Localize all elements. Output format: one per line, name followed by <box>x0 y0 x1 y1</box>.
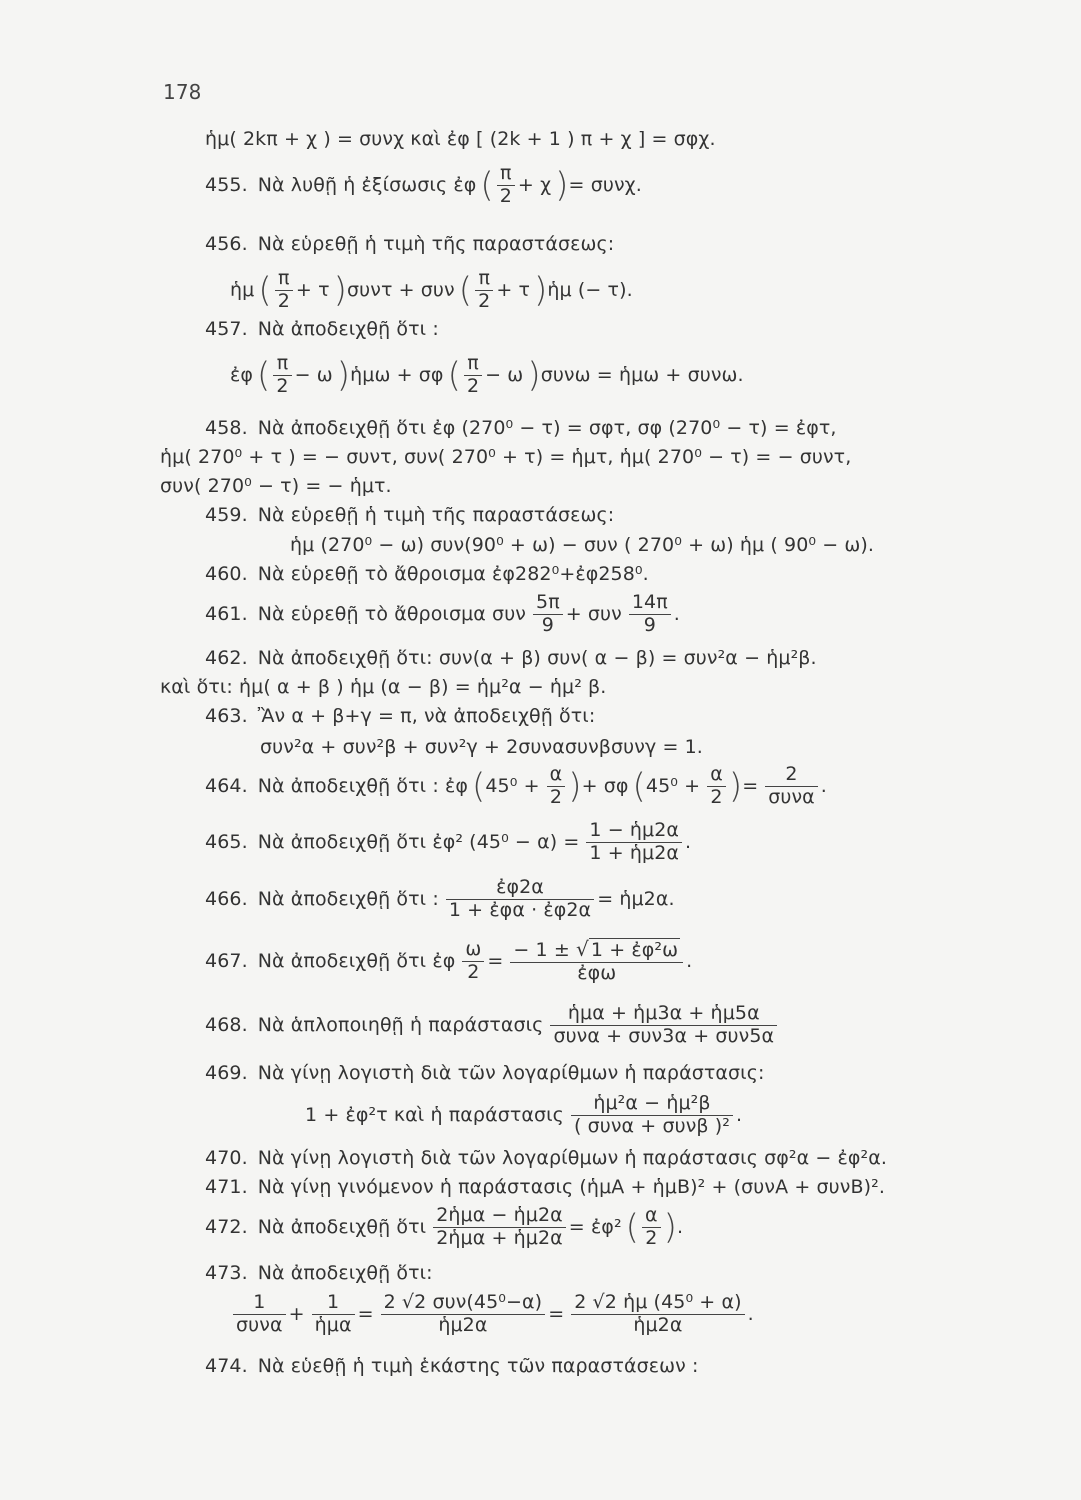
exercise-line <box>205 1062 768 1084</box>
exercise-line <box>260 736 707 758</box>
exercise-line <box>205 128 720 150</box>
numerator: 1 − ἡμ2α <box>586 820 682 843</box>
exercise-line <box>205 1147 891 1169</box>
exercise-text: ἡμ( 270⁰ + τ ) = − συντ, συν( 270⁰ + τ) = ἡμτ, ἡμ( 270⁰ − τ) = − συντ, <box>160 446 852 468</box>
numerator: ἐφ2α <box>446 877 594 900</box>
exercise-text: συνω = ἡμω + συνω. <box>540 363 744 386</box>
exercise-number: 457. <box>205 318 248 340</box>
exercise-number: 473. <box>205 1262 248 1284</box>
exercise-number: 456. <box>205 233 248 255</box>
exercise-text: Νὰ ἀποδειχθῇ ὅτι ἐφ <box>257 949 456 972</box>
exercise-text: = <box>742 774 759 797</box>
bracket: ( <box>257 355 271 396</box>
numerator: π <box>275 268 293 291</box>
exercise-text: ἡμ (− τ). <box>547 278 633 301</box>
exercise-number: 467. <box>205 949 248 972</box>
numerator: ω <box>462 939 484 962</box>
numerator: 2 <box>765 764 818 787</box>
exercise-text: Νὰ εὑρεθῇ τὸ ἄθροισμα ἐφ282⁰+ἐφ258⁰. <box>257 563 649 585</box>
numerator <box>510 938 683 963</box>
exercise-text: . <box>677 1215 684 1238</box>
denominator: 2 <box>277 289 290 312</box>
denominator: 2 <box>549 785 563 808</box>
exercise-text: Νὰ γίνῃ λογιστὴ διὰ τῶν λογαρίθμων ἡ παράστασις: <box>257 1062 765 1084</box>
denominator: ἡμ2α <box>438 1313 488 1336</box>
exercise-text: ἡμω + σφ <box>350 363 444 386</box>
exercise-text: Νὰ ἀποδειχθῇ ὅτι : ἐφ <box>257 774 468 797</box>
fraction <box>629 592 671 637</box>
exercise-number: 460. <box>205 563 248 585</box>
fraction <box>550 1003 777 1048</box>
exercise-text: . <box>685 830 692 853</box>
exercise-text: Νὰ ἀποδειχθῇ ὅτι ἐφ² (45⁰ − α) = <box>257 830 580 853</box>
denominator: 9 <box>541 613 554 636</box>
exercise-line <box>230 1292 758 1337</box>
numerator: 5π <box>533 592 563 615</box>
fraction <box>533 592 563 637</box>
fraction <box>571 1093 733 1138</box>
radical-sign: √ <box>576 937 589 961</box>
exercise-text: 45⁰ + <box>485 774 540 797</box>
exercise-text: . <box>673 602 680 625</box>
bracket: ( <box>625 1207 640 1248</box>
bracket: ( <box>480 165 494 206</box>
fraction <box>475 268 493 313</box>
exercise-line <box>290 534 878 556</box>
fraction <box>510 938 683 985</box>
exercise-line <box>205 1176 889 1198</box>
exercise-line <box>205 233 618 255</box>
exercise-number: 459. <box>205 504 248 526</box>
fraction <box>312 1292 355 1337</box>
fraction <box>707 764 726 809</box>
exercise-text: καὶ ὅτι: ἡμ( α + β ) ἡμ (α − β) = ἡμ²α − ἡμ² β. <box>160 676 607 698</box>
page-number: 178 <box>163 80 202 104</box>
denominator: 2 <box>710 785 723 808</box>
exercise-number: 471. <box>205 1176 248 1198</box>
fraction <box>233 1292 286 1337</box>
exercise-text: . <box>686 949 693 972</box>
denominator: 9 <box>643 613 656 636</box>
denominator: συνα <box>768 785 815 808</box>
numerator-text: − 1 ± <box>513 939 570 961</box>
exercise-text: Νὰ εὑρεθῇ ἡ τιμὴ τῆς παραστάσεως: <box>257 233 615 255</box>
exercise-text: . <box>736 1103 743 1126</box>
bracket: ) <box>336 355 351 396</box>
fraction <box>462 939 484 984</box>
denominator: συνα + συν3α + συν5α <box>553 1024 775 1047</box>
exercise-line <box>305 1093 746 1138</box>
fraction <box>464 353 482 398</box>
bracket: ( <box>632 766 646 807</box>
exercise-text: Νὰ ἀποδειχθῇ ὅτι : <box>257 318 439 340</box>
exercise-line <box>205 563 653 585</box>
exercise-text: 1 + ἐφ²τ καὶ ἡ παράστασις <box>305 1103 564 1126</box>
exercise-text: + τ <box>496 278 531 301</box>
exercise-text: + τ <box>295 278 330 301</box>
bracket: ) <box>527 355 541 396</box>
exercise-number: 472. <box>205 1215 248 1238</box>
exercise-number: 465. <box>205 830 248 853</box>
exercise-text: = <box>548 1302 565 1325</box>
numerator: π <box>497 163 515 186</box>
exercise-text: συν²α + συν²β + συν²γ + 2συνασυνβσυνγ = 1. <box>260 736 703 758</box>
fraction <box>433 1205 566 1250</box>
numerator: π <box>475 268 493 291</box>
numerator: ἡμα + ἡμ3α + ἡμ5α <box>550 1003 777 1026</box>
exercise-line <box>205 705 599 727</box>
denominator: 2ἡμα + ἡμ2α <box>436 1226 563 1249</box>
numerator: 2 √2 συν(45⁰−α) <box>381 1292 546 1315</box>
fraction <box>571 1292 744 1337</box>
exercise-number: 474. <box>205 1355 248 1377</box>
exercise-line <box>205 877 679 922</box>
exercise-line <box>230 353 748 398</box>
exercise-line <box>205 592 684 637</box>
denominator: ( συνα + συνβ )² <box>573 1114 731 1137</box>
fraction <box>586 820 682 865</box>
exercise-text: − ω <box>294 363 333 386</box>
exercise-text: ἐφ <box>230 363 254 386</box>
exercise-text: Νὰ γίνῃ γινόμενον ἡ παράστασις (ἡμΑ + ἡμΒ)² + (συνΑ + συνΒ)². <box>257 1176 885 1198</box>
exercise-line <box>205 1355 703 1377</box>
exercise-text: ἡμ( 2kπ + χ ) = συνχ καὶ ἐφ [ (2k + 1 ) π + χ ] = σφχ. <box>205 128 716 150</box>
denominator: ἡμα <box>314 1313 352 1336</box>
numerator: α <box>642 1205 661 1228</box>
fraction <box>381 1292 546 1337</box>
denominator: ἡμ2α <box>633 1313 683 1336</box>
exercise-text: + <box>288 1302 305 1325</box>
numerator: 2ἡμα − ἡμ2α <box>433 1205 566 1228</box>
exercise-text: + σφ <box>581 774 629 797</box>
exercise-text: + χ <box>517 173 552 196</box>
exercise-text: Νὰ γίνῃ λογιστὴ διὰ τῶν λογαρίθμων ἡ παράστασις σφ²α − ἐφ²α. <box>257 1147 887 1169</box>
exercise-text: Νὰ ἀποδειχθῇ ὅτι: συν(α + β) συν( α − β) = συν²α − ἡμ²β. <box>257 647 817 669</box>
exercise-text: Νὰ λυθῇ ἡ ἐξίσωσις ἐφ <box>257 173 477 196</box>
bracket: ) <box>333 270 347 311</box>
exercise-number: 468. <box>205 1013 248 1036</box>
exercise-text: Νὰ ἁπλοποιηθῇ ἡ παράστασις <box>257 1013 544 1036</box>
fraction <box>446 877 594 922</box>
exercise-text: Νὰ ἀποδειχθῇ ὅτι : <box>257 887 439 910</box>
exercise-line <box>205 1262 437 1284</box>
exercise-number: 463. <box>205 705 248 727</box>
exercise-line <box>205 647 821 669</box>
exercise-number: 455. <box>205 173 248 196</box>
denominator: 2 <box>645 1226 658 1249</box>
exercise-line <box>160 676 610 698</box>
denominator: 2 <box>466 374 480 397</box>
numerator: π <box>464 353 482 376</box>
numerator: 1 <box>312 1292 355 1315</box>
exercise-line <box>205 1205 687 1250</box>
denominator: ἐφω <box>577 961 617 984</box>
fraction <box>765 764 818 809</box>
bracket: ( <box>258 270 272 311</box>
exercise-text: = συνχ. <box>568 173 642 196</box>
exercise-line <box>205 504 618 526</box>
exercise-text: . <box>820 774 827 797</box>
exercise-text: 45⁰ + <box>645 774 701 797</box>
exercise-line <box>160 475 396 497</box>
fraction <box>497 163 515 208</box>
denominator: 2 <box>478 289 491 312</box>
exercise-text: = <box>357 1302 374 1325</box>
exercise-text: ἡμ <box>230 278 255 301</box>
numerator: 1 <box>233 1292 286 1315</box>
exercise-line <box>205 1003 780 1048</box>
denominator: 2 <box>467 960 480 983</box>
exercise-number: 470. <box>205 1147 248 1169</box>
exercise-line <box>205 764 831 809</box>
denominator: συνα <box>236 1313 283 1336</box>
denominator: 2 <box>276 374 289 397</box>
bracket: ) <box>663 1207 678 1248</box>
exercise-number: 466. <box>205 887 248 910</box>
exercise-line <box>205 318 443 340</box>
exercise-line <box>205 163 646 208</box>
exercise-text: συντ + συν <box>347 278 455 301</box>
fraction <box>642 1205 661 1250</box>
exercise-text: = ἐφ² <box>568 1215 622 1238</box>
bracket: ) <box>728 766 743 807</box>
fraction <box>275 268 293 313</box>
bracket: ) <box>568 766 582 807</box>
exercise-text: Ἂν α + β+γ = π, νὰ ἀποδειχθῇ ὅτι: <box>257 705 596 727</box>
exercise-text: . <box>747 1302 754 1325</box>
fraction <box>547 764 566 809</box>
exercise-text: = ἡμ2α. <box>597 887 675 910</box>
exercise-text: Νὰ ἀποδειχθῇ ὅτι <box>257 1215 427 1238</box>
numerator: 14π <box>629 592 671 615</box>
exercise-line <box>160 446 855 468</box>
exercise-text: − ω <box>485 363 524 386</box>
exercise-line <box>205 938 696 985</box>
numerator: 2 √2 ἡμ (45⁰ + α) <box>571 1292 744 1315</box>
exercise-line <box>230 268 637 313</box>
fraction <box>273 353 291 398</box>
numerator: ἡμ²α − ἡμ²β <box>571 1093 733 1116</box>
denominator: 1 + ἡμ2α <box>589 841 680 864</box>
exercise-number: 469. <box>205 1062 248 1084</box>
numerator: π <box>273 353 291 376</box>
exercise-text: Νὰ ἀποδειχθῇ ὅτι: <box>257 1262 433 1284</box>
numerator: α <box>707 764 726 787</box>
exercise-number: 464. <box>205 774 248 797</box>
exercise-number: 462. <box>205 647 248 669</box>
exercise-text: Νὰ εὑρεθῇ τὸ ἄθροισμα συν <box>257 602 527 625</box>
exercise-text: Νὰ εὑεθῇ ἡ τιμὴ ἑκάστης τῶν παραστάσεων : <box>257 1355 699 1377</box>
numerator: α <box>547 764 566 787</box>
denominator: 1 + ἐφα · ἐφ2α <box>448 898 592 921</box>
exercise-text: Νὰ ἀποδειχθῇ ὅτι ἐφ (270⁰ − τ) = σφτ, σφ (270⁰ − τ) = ἐφτ, <box>257 417 837 439</box>
bracket: ) <box>555 165 569 206</box>
bracket: ( <box>447 355 461 396</box>
denominator: 2 <box>499 184 512 207</box>
exercise-text: ἡμ (270⁰ − ω) συν(90⁰ + ω) − συν ( 270⁰ + ω) ἡμ ( 90⁰ − ω). <box>290 534 875 556</box>
bracket: ( <box>458 270 473 311</box>
exercise-text: Νὰ εὑρεθῇ ἡ τιμὴ τῆς παραστάσεως: <box>257 504 615 526</box>
radicand: 1 + ἐφ²ω <box>590 939 679 961</box>
exercise-line <box>205 820 695 865</box>
exercise-text: συν( 270⁰ − τ) = − ἡμτ. <box>160 475 392 497</box>
exercise-text: + συν <box>565 602 622 625</box>
bracket: ( <box>471 766 486 807</box>
exercise-line <box>205 417 841 439</box>
exercise-text: = <box>487 949 504 972</box>
exercise-number: 461. <box>205 602 248 625</box>
exercise-number: 458. <box>205 417 248 439</box>
bracket: ) <box>534 270 548 311</box>
